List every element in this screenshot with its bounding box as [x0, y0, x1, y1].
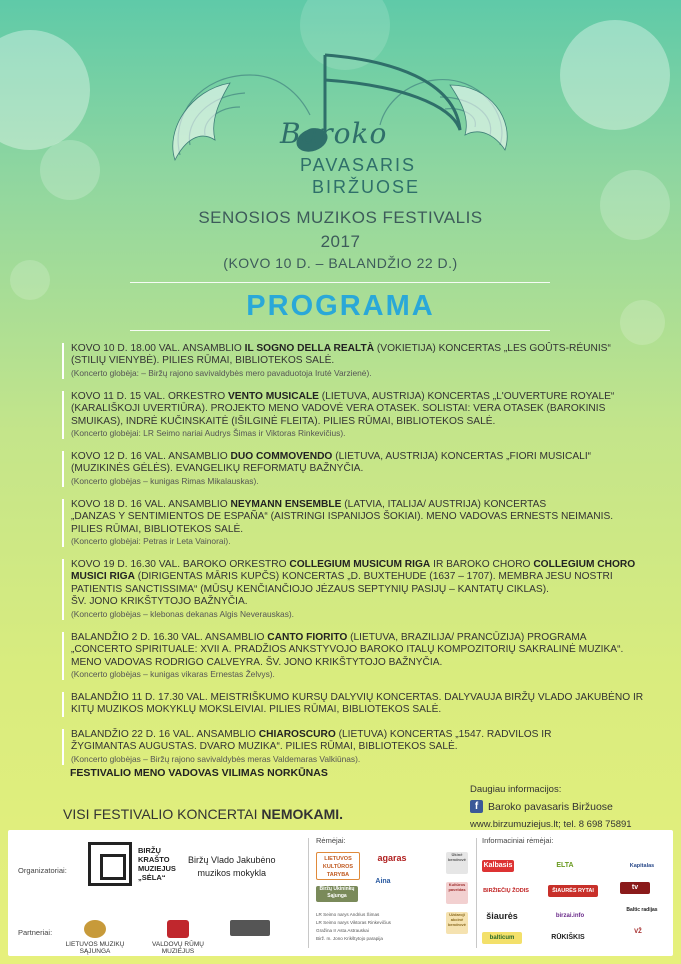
event-line: „CONCERTO SPIRITUALE: XVII A. PRADŽIOS ANKSTYVOJO BAROKO ITALŲ KOMPOZITORIŲ SAKRALINĖ MUZIKA“.	[71, 644, 624, 656]
sela-museum-name: BIRŽŲ KRAŠTO MUZIEJUS „SĖLA“	[138, 846, 176, 882]
supporters-label: Rėmėjai:	[316, 836, 346, 845]
media-logo: ELTA	[548, 860, 582, 872]
event-item	[62, 391, 652, 439]
event-item	[62, 729, 652, 765]
programa-heading: PROGRAMA	[246, 290, 435, 322]
media-logo: ŠIAURĖS RYTAI	[548, 885, 598, 897]
media-logo: VŽ	[620, 926, 656, 938]
lyre-icon	[84, 920, 106, 938]
festival-director: FESTIVALIO MENO VADOVAS VILIMAS NORKŪNAS	[70, 767, 328, 779]
sela-museum-logo	[88, 842, 132, 886]
supporter-note: LR Seimo narys Viktoras Rinkevičius	[316, 920, 391, 925]
event-line: MUSICI RIGA (DIRIGENTAS MĀRIS KUPČS) KONCERTAS „D. BUXTEHUDE (1637 – 1707). MEMBRA JESU NOSTRI	[71, 571, 613, 583]
event-list	[62, 343, 652, 777]
footer-separator	[308, 838, 309, 948]
event-item	[62, 632, 652, 680]
event-line: PILIES RŪMAI, BIBLIOTEKOS SALĖ.	[71, 523, 244, 535]
media-logo: Baltic radijas	[620, 904, 664, 916]
media-label: Informaciniai rėmėjai:	[482, 836, 554, 845]
header	[0, 0, 681, 200]
festival-dates: (KOVO 10 D. – BALANDŽIO 22 D.)	[223, 255, 458, 271]
music-school-name: Biržų Vlado Jakubėno muzikos mokykla	[188, 855, 276, 878]
website-contact[interactable]: www.birzumuziejus.lt; tel. 8 698 75891	[470, 819, 632, 830]
supporter-agaras: agaras	[368, 852, 416, 864]
free-concerts-notice	[63, 806, 343, 822]
event-line: KOVO 11 D. 15 VAL. ORKESTRO VENTO MUSICALE (LIETUVA, AUSTRIJA) KONCERTAS „L'OUVERTURE ROYALE“	[71, 390, 615, 402]
event-line: KOVO 19 D. 16.30 VAL. BAROKO ORKESTRO COLLEGIUM MUSICUM RIGA IR BAROKO CHORO COLLEGIUM CHORO	[71, 559, 636, 571]
event-sponsor: (Koncerto globėjai: LR Seimo nariai Audrys Šimas ir Viktoras Rinkevičius).	[71, 428, 346, 439]
supporter-note: LR Seimo narys Andrius Šimas	[316, 912, 380, 917]
partner-palace-museum	[148, 920, 208, 955]
logo-subtitle-2: BIRŽUOSE	[312, 177, 421, 197]
festival-title: SENOSIOS MUZIKOS FESTIVALIS	[198, 208, 483, 227]
event-line: ŠV. JONO KRIKŠTYTOJO BAŽNYČIA.	[71, 596, 248, 608]
supporter-heritage: Kultūros paveldas	[446, 882, 468, 904]
info-label: Daugiau informacijos:	[470, 784, 562, 795]
partner-name: LIETUVOS MUZIKŲ SĄJUNGA	[65, 941, 125, 955]
event-line: BALANDŽIO 2 D. 16.30 VAL. ANSAMBLIO CANTO FIORITO (LIETUVA, BRAZILIJA/ PRANCŪZIJA) PROGRAMA	[71, 631, 587, 643]
event-line: BALANDŽIO 22 D. 16 VAL. ANSAMBLIO CHIAROSCURO (LIETUVA) KONCERTAS „1547. RADVILOS IR	[71, 728, 552, 740]
supporter-culture-council: LIETUVOS KULTŪROS TARYBA	[316, 852, 360, 880]
media-logo: Kalbasis	[482, 860, 514, 872]
partner-castle	[220, 920, 280, 939]
supporter-uab: Uždaroji akcinė bendrovė	[446, 912, 468, 934]
festival-logo	[160, 35, 520, 195]
logo-title: Baroko	[280, 117, 388, 150]
event-line: (STILIŲ VIENYBĖ). PILIES RŪMAI, BIBLIOTEKOS SALĖ.	[71, 355, 335, 367]
event-line: (KARALIŠKOJI UVERTIŪRA). PROJEKTO MENO VADOVĖ VERA OTASEK. SOLISTAI: VERA OTASEK (BAROKINIS	[71, 403, 606, 415]
event-line: KOVO 12 D. 16 VAL. ANSAMBLIO DUO COMMOVENDO (LIETUVA, AUSTRIJA) KONCERTAS „FIORI MUSICALI“	[71, 451, 592, 463]
event-sponsor: (Koncerto globėjai: Petras ir Leta Vainorai).	[71, 536, 231, 547]
event-sponsor: (Koncerto globėja: – Biržų rajono savivaldybės mero pavaduotoja Irutė Varzienė).	[71, 367, 372, 378]
event-line: KITŲ MUZIKOS MOKYKLŲ MOKSLEIVIAI. PILIES RŪMAI, BIBLIOTEKOS SALĖ.	[71, 704, 442, 716]
facebook-text: Baroko pavasaris Biržuose	[488, 800, 613, 813]
organizers-label: Organizatoriai:	[18, 866, 67, 875]
event-line: ŽYGIMANTAS AUGUSTAS. DVARO MUZIKA“. PILIES RŪMAI, BIBLIOTEKOS SALĖ.	[71, 741, 458, 753]
free-prefix: VISI FESTIVALIO KONCERTAI	[63, 806, 262, 822]
sponsors-footer	[8, 830, 673, 956]
event-sponsor: (Koncerto globėjas – klebonas dekanas Algis Neverauskas).	[71, 608, 294, 619]
media-logo: BIRŽIEČIŲ ŽODIS	[482, 885, 530, 897]
supporter-note: Gražina Ir Asta Astrauskai	[316, 928, 369, 933]
event-item	[62, 343, 652, 379]
event-line: (MUZIKINĖS GĖLĖS). EVANGELIKŲ REFORMATŲ BAŽNYČIA.	[71, 463, 364, 475]
media-logo: šiaurės	[482, 910, 522, 922]
footer-separator	[476, 838, 477, 948]
event-item	[62, 499, 652, 547]
supporter-farmers: Biržų Ūkininkų Sąjunga	[316, 886, 358, 902]
event-sponsor: (Koncerto globėjas – Biržų rajono savivaldybės meras Valdemaras Valkiūnas).	[71, 753, 361, 764]
event-sponsor: (Koncerto globėjas – kunigas vikaras Ernestas Želvys).	[71, 668, 275, 679]
event-line: PATIENTIS SANCTISSIMA“ (MŪSŲ KENČIANČIOJO JĖZAUS SEPTYNIŲ PASIJŲ – KANTATŲ CIKLAS).	[71, 583, 549, 595]
event-item	[62, 692, 652, 717]
media-logo: birzai.info	[548, 910, 592, 922]
facebook-link[interactable]	[470, 800, 632, 813]
logo-subtitle: PAVASARIS	[300, 155, 417, 175]
event-line: BALANDŽIO 11 D. 17.30 VAL. MEISTRIŠKUMO KURSŲ DALYVIŲ KONCERTAS. DALYVAUJA BIRŽŲ VLADO JAKUBĖNO IR	[71, 691, 644, 703]
more-info	[470, 784, 632, 830]
event-line: MENO VADOVAS RODRIGO CALVEYRA. ŠV. JONO KRIKŠTYTOJO BAŽNYČIA.	[71, 656, 443, 668]
event-line: „DANZAS Y SENTIMIENTOS DE ESPAÑA“ (AISTRINGI ISPANIJOS ŠOKIAI). MENO VADOVAS ERNESTS NEIMANIS.	[71, 511, 614, 523]
partner-name: VALDOVŲ RŪMŲ MUZIEJUS	[152, 941, 204, 955]
event-item	[62, 451, 652, 487]
event-line: KOVO 18 D. 16 VAL. ANSAMBLIO NEYMANN ENSEMBLE (LATVIA, ITALIJA/ AUSTRIJA) KONCERTAS	[71, 498, 547, 510]
free-bold: NEMOKAMI.	[261, 806, 344, 822]
event-line: KOVO 10 D. 18.00 VAL. ANSAMBLIO IL SOGNO DELLA REALTÀ (VOKIETIJA) KONCERTAS „LES GOÛTS-RÉUNIS“	[71, 343, 611, 354]
festival-year: 2017	[320, 232, 361, 251]
media-logo: tv	[620, 882, 650, 894]
divider-top	[130, 282, 550, 283]
crown-icon	[167, 920, 189, 938]
divider-bottom	[130, 330, 550, 331]
supporter-aina: Aina	[368, 876, 398, 888]
event-sponsor: (Koncerto globėjas – kunigas Rimas Mikalauskas).	[71, 475, 259, 486]
media-logo: balticum	[482, 932, 522, 944]
media-logo: RŪKIŠKIS	[548, 932, 588, 944]
partner-musicians-union	[56, 920, 134, 955]
event-line: SMUIKAS), INDRĖ KUČINSKAITĖ (IŠILGINĖ FLEITA). PILIES RŪMAI, BIBLIOTEKOS SALĖ.	[71, 415, 496, 427]
event-item	[62, 559, 652, 620]
media-logo: Kapitalas	[620, 860, 664, 872]
castle-icon	[230, 920, 270, 936]
partners-label: Partneriai:	[18, 928, 53, 937]
supporter-company: Ūkinė bendrovė	[446, 852, 468, 874]
facebook-icon: f	[470, 800, 483, 813]
supporter-note: Birž. m. Jono Krikštytojo parapija	[316, 936, 383, 941]
